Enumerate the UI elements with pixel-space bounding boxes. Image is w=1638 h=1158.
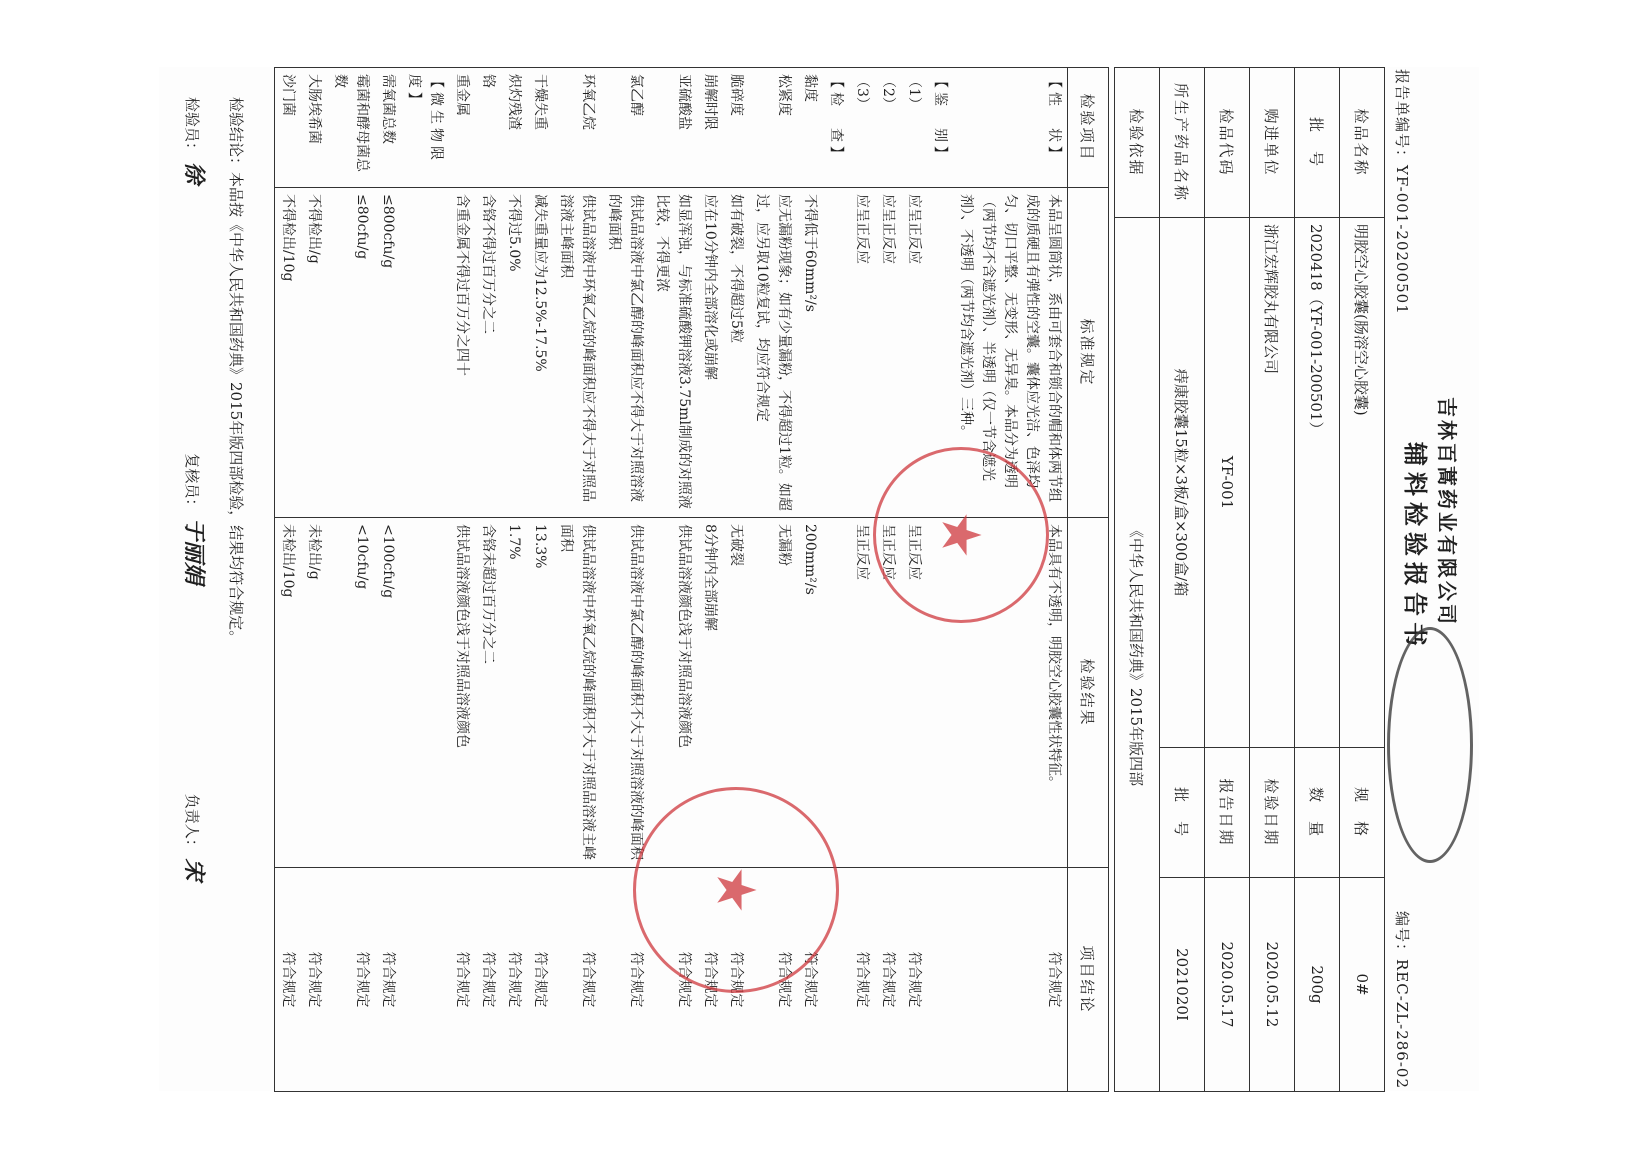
aerobic-label: 需氧菌总数 xyxy=(375,68,401,188)
ignition-residue-label: 炽灼残渣 xyxy=(501,68,527,188)
tightness-label: 松紧度 xyxy=(749,68,797,188)
test-date-value: 2020.05.12 xyxy=(1250,878,1295,1092)
test-conclusion: 检验结论：本品按《中华人民共和国药典》2015年版四部检验，结果均符合规定。 xyxy=(227,97,245,646)
ignition-residue-standard: 不得过5.0% xyxy=(501,188,527,518)
drying-loss-conclusion: 符合规定 xyxy=(527,868,553,1092)
drug-batch-value: 2021020I xyxy=(1160,878,1205,1092)
tester-label: 检验员： xyxy=(183,97,201,158)
info-label: 数 量 xyxy=(1295,748,1340,878)
info-label: 规 格 xyxy=(1340,748,1385,878)
report-page xyxy=(159,67,1479,1091)
disintegration-label: 崩解时限 xyxy=(697,68,723,188)
disintegration-conclusion: 符合规定 xyxy=(697,868,723,1092)
col-header-conclusion: 项目结论 xyxy=(1068,868,1109,1092)
info-table xyxy=(1114,67,1385,1092)
ignition-residue-result: 1.7% xyxy=(501,518,527,868)
disintegration-result: 8分钟内全部崩解 xyxy=(697,518,723,868)
tightness-standard: 应无漏粉现象；如有少量漏粉，不得超过1粒。如超过，应另取10粒复试，均应符合规定 xyxy=(749,188,797,518)
info-label: 批 号 xyxy=(1295,68,1340,218)
heavy-metal-label: 重金属 xyxy=(449,68,475,188)
ecoli-standard: 不得检出/g xyxy=(301,188,327,518)
qa-stamp xyxy=(1387,627,1473,863)
col-header-standard: 标准规定 xyxy=(1068,188,1109,518)
disintegration-standard: 应在10分钟内全部溶化或崩解 xyxy=(697,188,723,518)
viscosity-result: 200mm²/s xyxy=(797,518,823,868)
leader-label: 负责人： xyxy=(183,793,201,854)
ethylene-oxide-standard: 供试品溶液中环氧乙烷的峰面积应不得大于对照品溶液主峰面积 xyxy=(553,188,601,518)
ignition-residue-conclusion: 符合规定 xyxy=(501,868,527,1092)
tightness-result: 无漏粉 xyxy=(749,518,797,868)
section-microbial: 【微生物限度】 xyxy=(401,68,449,188)
ecoli-label: 大肠埃希菌 xyxy=(301,68,327,188)
ident-3-conclusion: 符合规定 xyxy=(849,868,875,1092)
inspection-seal-top xyxy=(873,447,1049,623)
brittleness-standard: 如有破裂，不得超过5粒 xyxy=(723,188,749,518)
ident-1-standard: 应呈正反应 xyxy=(901,188,927,518)
info-label: 批 号 xyxy=(1160,748,1205,878)
chloroethanol-label: 氯乙醇 xyxy=(601,68,649,188)
drying-loss-standard: 减失重量应为12.5%-17.5% xyxy=(527,188,553,518)
ethylene-oxide-result: 供试品溶液中环氧乙烷的峰面积不大于对照品溶液主峰面积 xyxy=(553,518,601,868)
col-header-item: 检验项目 xyxy=(1068,68,1109,188)
chromium-label: 铬 xyxy=(475,68,501,188)
drying-loss-label: 干燥失重 xyxy=(527,68,553,188)
ident-1-label: （1） xyxy=(901,68,927,188)
sulfite-standard: 如显浑浊，与标准硫酸钾溶液3.75ml制成的对照液比较，不得更浓 xyxy=(649,188,697,518)
leader-signature: 宋 xyxy=(181,858,206,881)
mold-yeast-standard: ≤80cfu/g xyxy=(327,188,375,518)
ecoli-result: 未检出/g xyxy=(301,518,327,868)
chromium-standard: 含铬不得过百万分之二 xyxy=(475,188,501,518)
inspection-seal-bottom xyxy=(633,787,839,993)
ident-2-conclusion: 符合规定 xyxy=(875,868,901,1092)
section-identification: 【鉴 别】 xyxy=(927,68,953,188)
drying-loss-result: 13.3% xyxy=(527,518,553,868)
mold-yeast-conclusion: 符合规定 xyxy=(327,868,375,1092)
reviewer-signature: 于丽娟 xyxy=(181,518,206,585)
info-label: 购进单位 xyxy=(1250,68,1295,218)
info-label: 检品代码 xyxy=(1205,68,1250,218)
chloroethanol-conclusion: 符合规定 xyxy=(601,868,649,1092)
company-name: 吉林百蒿药业有限公司 xyxy=(1435,397,1459,627)
ident-2-result: 呈正反应 xyxy=(875,518,901,868)
basis-value: 《中华人民共和国药典》2015年版四部 xyxy=(1115,218,1160,1092)
viscosity-conclusion: 符合规定 xyxy=(797,868,823,1092)
appearance-standard: 本品呈圆筒状，系由可套合和锁合的帽和体两节组成的质硬且有弹性的空囊。囊体应光洁、色泽均匀、切口平整、无变形、无异臭。本品分为透明（两节均不含遮光剂）、半透明（仅一节含遮光剂）、不透明（两节均含遮光剂）三种。 xyxy=(953,188,1068,518)
salmonella-result: 未检出/10g xyxy=(275,518,302,868)
report-title: 辅料检验报告书 xyxy=(1401,442,1430,652)
report-number: 报告单编号：YF-001-20200501 xyxy=(1393,69,1411,315)
spec-value: 0# xyxy=(1340,878,1385,1092)
viscosity-standard: 不得低于60mm²/s xyxy=(797,188,823,518)
star-icon: ★ xyxy=(704,865,768,915)
heavy-metal-standard: 含重金属不得过百万分之四十 xyxy=(449,188,475,518)
ident-1-conclusion: 符合规定 xyxy=(901,868,927,1092)
ecoli-conclusion: 符合规定 xyxy=(301,868,327,1092)
chloroethanol-standard: 供试品溶液中氯乙醇的峰面积应不得大于对照溶液的峰面积 xyxy=(601,188,649,518)
info-label: 检验日期 xyxy=(1250,748,1295,878)
supplier-value: 浙江宏辉胶丸有限公司 xyxy=(1250,218,1295,748)
viscosity-label: 黏度 xyxy=(797,68,823,188)
section-appearance: 【性 状】 xyxy=(953,68,1068,188)
mold-yeast-result: <10cfu/g xyxy=(327,518,375,868)
brittleness-conclusion: 符合规定 xyxy=(723,868,749,1092)
section-checks: 【检 查】 xyxy=(823,68,849,188)
sample-name: 明胶空心胶囊(肠溶空心胶囊) xyxy=(1340,218,1385,748)
ident-2-label: （2） xyxy=(875,68,901,188)
ident-2-standard: 应呈正反应 xyxy=(875,188,901,518)
appearance-result: 本品具有不透明，明胶空心胶囊性状特征。 xyxy=(953,518,1068,868)
document-code: 编号：REC-ZL-286-02 xyxy=(1393,910,1411,1089)
ident-3-label: （3） xyxy=(849,68,875,188)
chromium-result: 含铬未超过百万分之二 xyxy=(475,518,501,868)
salmonella-standard: 不得检出/10g xyxy=(275,188,302,518)
chloroethanol-result: 供试品溶液中氯乙醇的峰面积不大于对照溶液的峰面积 xyxy=(601,518,649,868)
star-icon: ★ xyxy=(929,510,993,560)
salmonella-label: 沙门菌 xyxy=(275,68,302,188)
ethylene-oxide-conclusion: 符合规定 xyxy=(553,868,601,1092)
aerobic-standard: ≤800cfu/g xyxy=(375,188,401,518)
info-label: 所生产药品名称 xyxy=(1160,68,1205,218)
aerobic-result: <100cfu/g xyxy=(375,518,401,868)
col-header-result: 检验结果 xyxy=(1068,518,1109,868)
brittleness-result: 无破裂 xyxy=(723,518,749,868)
sulfite-result: 供试品溶液颜色浅于对照品溶液颜色 xyxy=(649,518,697,868)
drug-value: 痔康胶囊15粒×3板/盒×300盒/箱 xyxy=(1160,218,1205,748)
reviewer-label: 复核员： xyxy=(183,453,201,514)
heavy-metal-result: 供试品溶液颜色浅于对照品溶液颜色 xyxy=(449,518,475,868)
signatures xyxy=(180,97,211,1057)
tester-signature: 徐 xyxy=(181,161,206,184)
info-label: 检验依据 xyxy=(1115,68,1160,218)
info-label: 检品名称 xyxy=(1340,68,1385,218)
chromium-conclusion: 符合规定 xyxy=(475,868,501,1092)
report-date-value: 2020.05.17 xyxy=(1205,878,1250,1092)
sulfite-label: 亚硫酸盐 xyxy=(649,68,697,188)
heavy-metal-conclusion: 符合规定 xyxy=(449,868,475,1092)
mold-yeast-label: 霉菌和酵母菌总数 xyxy=(327,68,375,188)
qty-value: 200g xyxy=(1295,878,1340,1092)
appearance-conclusion: 符合规定 xyxy=(953,868,1068,1092)
salmonella-conclusion: 符合规定 xyxy=(275,868,302,1092)
tightness-conclusion: 符合规定 xyxy=(749,868,797,1092)
ident-3-result: 呈正反应 xyxy=(849,518,875,868)
sulfite-conclusion: 符合规定 xyxy=(649,868,697,1092)
sample-code-value: YF-001 xyxy=(1205,218,1250,748)
brittleness-label: 脆碎度 xyxy=(723,68,749,188)
aerobic-conclusion: 符合规定 xyxy=(375,868,401,1092)
ident-1-result: 呈正反应 xyxy=(901,518,927,868)
info-label: 报告日期 xyxy=(1205,748,1250,878)
batch-value: 2020418（YF-001-200501） xyxy=(1295,218,1340,748)
ethylene-oxide-label: 环氧乙烷 xyxy=(553,68,601,188)
ident-3-standard: 应呈正反应 xyxy=(849,188,875,518)
